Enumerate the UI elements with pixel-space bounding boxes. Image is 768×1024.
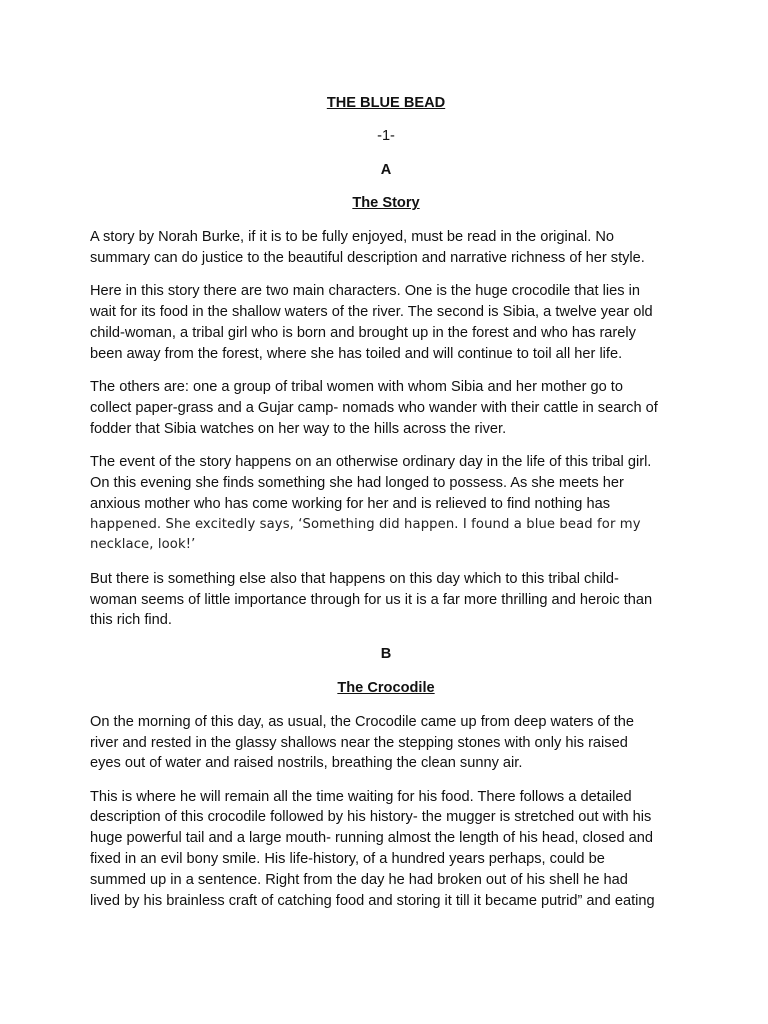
text-line: A story by Norah Burke, if it is to be fully enjoyed, must be read in the original. No (90, 229, 615, 246)
text-line: lived by his brainless craft of catching food and storing it till it became putrid” and eating (90, 892, 655, 909)
document-page (90, 86, 682, 924)
text-line: river and rested in the glassy shallows near the stepping stones with only his raised (90, 734, 628, 751)
section-letter-b: B (380, 646, 392, 663)
text-line: wait for its food in the shallow waters of the river. The second is Sibia, a twelve year old (90, 304, 653, 321)
paragraph (90, 281, 682, 364)
text-line: description of this crocodile followed by his history- the mugger is stretched out with his (90, 809, 652, 826)
text-line: The others are: one a group of tribal women with whom Sibia and her mother go to (90, 379, 623, 396)
section-letter-a: A (380, 161, 392, 178)
paragraph (90, 787, 682, 912)
section-heading-the-crocodile: The Crocodile (337, 679, 435, 696)
text-line: anxious mother who has come working for her and is relieved to find nothing has (90, 495, 610, 512)
paragraph (90, 712, 682, 774)
text-line: huge powerful tail and a large mouth- running almost the length of his head, closed and (90, 830, 654, 847)
text-line: necklace, look!’ (90, 537, 196, 553)
text-line: been away from the forest, where she has toiled and will continue to toil all her life. (90, 345, 623, 362)
text-line: Here in this story there are two main characters. One is the huge crocodile that lies in (90, 283, 640, 300)
document-title: THE BLUE BEAD (326, 95, 446, 111)
text-line: woman seems of little importance through for us it is a far more thrilling and heroic than (90, 591, 653, 608)
paragraph (90, 377, 682, 439)
text-line: This is where he will remain all the time waiting for his food. There follows a detailed (90, 788, 632, 805)
text-line: The event of the story happens on an otherwise ordinary day in the life of this tribal girl. (90, 454, 652, 471)
page-number: -1- (377, 127, 395, 144)
text-line: fixed in an evil bony smile. His life-history, of a hundred years perhaps, could be (90, 851, 605, 868)
text-line: On the morning of this day, as usual, the Crocodile came up from deep waters of the (90, 713, 635, 730)
text-line: happened. She excitedly says, ‘Something did happen. I found a blue bead for my (90, 516, 641, 532)
paragraph (90, 452, 682, 556)
section-heading-the-story: The Story (352, 195, 420, 212)
text-line: fodder that Sibia watches on her way to the hills across the river. (90, 420, 507, 437)
text-line: eyes out of water and raised nostrils, breathing the clean sunny air. (90, 755, 523, 772)
paragraph (90, 569, 682, 631)
text-line: On this evening she finds something she had longed to possess. As she meets her (90, 474, 624, 491)
text-line: child-woman, a tribal girl who is born and brought up in the forest and who has rarely (90, 324, 636, 341)
text-line: But there is something else also that happens on this day which to this tribal child- (90, 570, 619, 587)
text-line: collect paper-grass and a Gujar camp- nomads who wander with their cattle in search of (90, 399, 658, 416)
text-line: summary can do justice to the beautiful description and narrative richness of her style. (90, 249, 645, 266)
text-line: this rich find. (90, 612, 172, 629)
text-line: summed up in a sentence. Right from the day he had broken out of his shell he had (90, 871, 628, 888)
paragraph (90, 227, 682, 269)
